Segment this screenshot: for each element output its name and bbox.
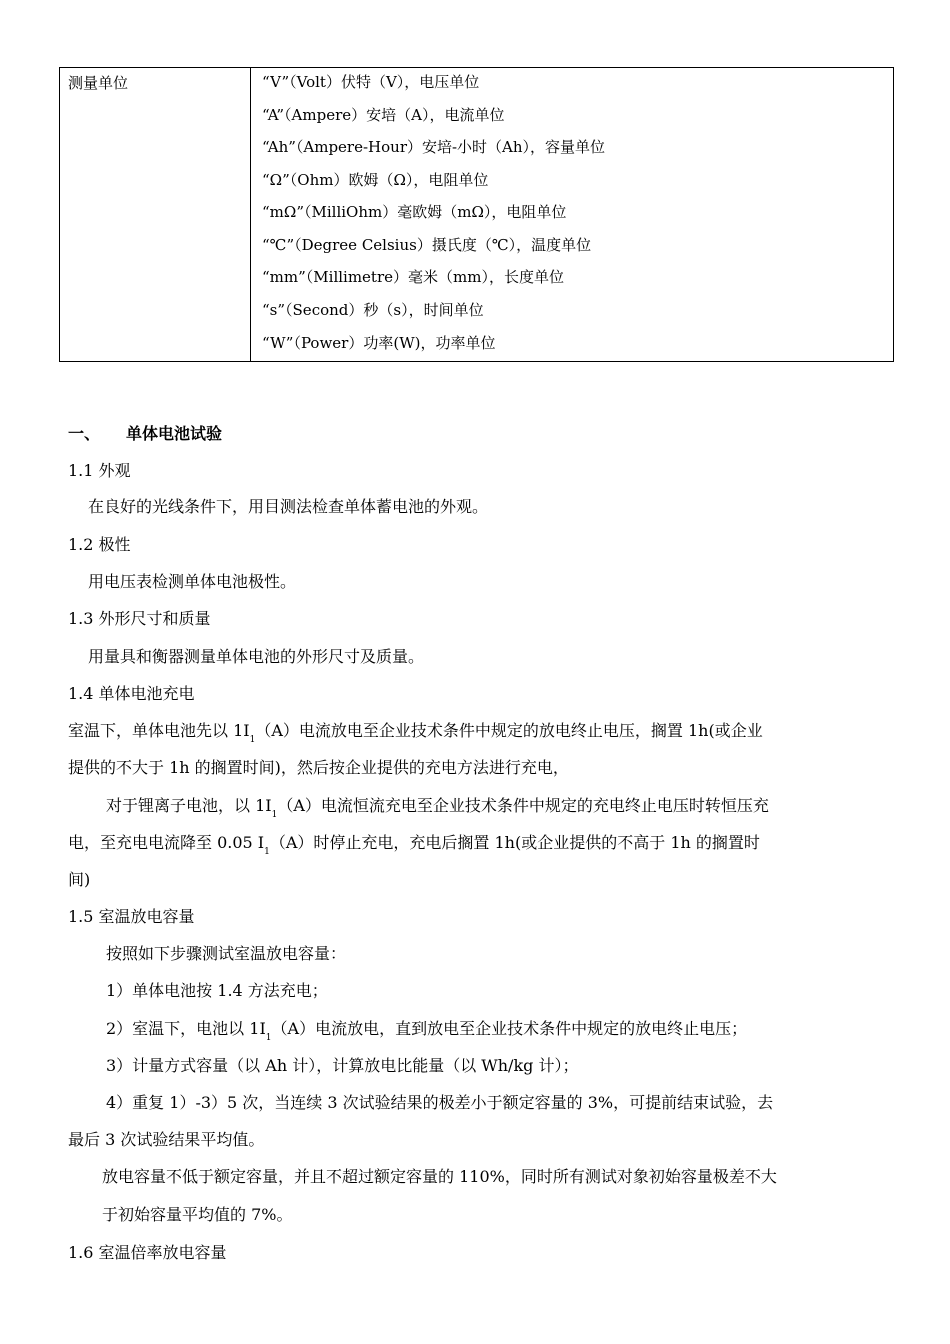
text: 室温下，单体电池先以 1I [68, 721, 250, 740]
step-4-line1: 4）重复 1）-3）5 次，当连续 3 次试验结果的极差小于额定容量的 3%，可提前结束试验，去 [106, 1093, 774, 1112]
heading-1-2: 1.2 极性 [68, 535, 131, 554]
text: 2）室温下，电池以 1I [106, 1019, 266, 1038]
heading-1-6: 1.6 室温倍率放电容量 [68, 1243, 227, 1262]
para-1-4b-line2 [68, 830, 760, 857]
step-4-line2: 最后 3 次试验结果平均值。 [68, 1130, 265, 1149]
heading-1-5: 1.5 室温放电容量 [68, 907, 195, 926]
unit-row-ampere: “A”（Ampere）安培（A），电流单位 [262, 106, 505, 124]
unit-row-ampere-hour: “Ah”（Ampere-Hour）安培-小时（Ah），容量单位 [262, 138, 606, 156]
unit-row-millimetre: “mm”（Millimetre）毫米（mm），长度单位 [262, 268, 564, 286]
step-1: 1）单体电池按 1.4 方法充电； [106, 981, 328, 1000]
unit-row-milliohm: “mΩ”（MilliOhm）毫欧姆（mΩ），电阻单位 [262, 203, 567, 221]
text: 对于锂离子电池，以 1I [106, 796, 272, 815]
subscript: 1 [265, 1033, 272, 1043]
text: （A）电流恒流充电至企业技术条件中规定的充电终止电压时转恒压充 [277, 796, 769, 815]
table-column-divider [250, 68, 251, 361]
para-1-3: 用量具和衡器测量单体电池的外形尺寸及质量。 [88, 647, 425, 666]
heading-1-1: 1.1 外观 [68, 461, 131, 480]
unit-row-ohm: “Ω”（Ohm）欧姆（Ω），电阻单位 [262, 171, 489, 189]
text: （A）时停止充电，充电后搁置 1h(或企业提供的不高于 1h 的搁置时 [269, 833, 760, 852]
units-table [59, 67, 894, 362]
section-title: 单体电池试验 [126, 424, 223, 443]
text: 电，至充电电流降至 0.05 I [68, 833, 265, 852]
unit-row-volt: “V”（Volt）伏特（V），电压单位 [262, 73, 480, 91]
para-1-4-line1 [68, 718, 763, 745]
heading-1-4: 1.4 单体电池充电 [68, 684, 195, 703]
text: （A）电流放电至企业技术条件中规定的放电终止电压，搁置 1h(或企业 [255, 721, 763, 740]
step-3: 3）计量方式容量（以 Ah 计），计算放电比能量（以 Wh/kg 计）； [106, 1056, 579, 1075]
subscript: 1 [264, 847, 270, 857]
text: （A）电流放电，直到放电至企业技术条件中规定的放电终止电压； [271, 1019, 748, 1038]
para-1-5-intro: 按照如下步骤测试室温放电容量： [106, 944, 347, 963]
para-1-1: 在良好的光线条件下，用目测法检查单体蓄电池的外观。 [88, 497, 489, 516]
para-1-2: 用电压表检测单体电池极性。 [88, 572, 297, 591]
unit-row-second: “s”（Second）秒（s），时间单位 [262, 301, 484, 319]
requirement-line2: 于初始容量平均值的 7%。 [102, 1205, 293, 1224]
unit-row-power: “W”（Power）功率(W)，功率单位 [262, 334, 496, 352]
heading-1-3: 1.3 外形尺寸和质量 [68, 609, 211, 628]
subscript: 1 [249, 735, 256, 745]
para-1-4b-line1 [106, 793, 769, 820]
requirement-line1: 放电容量不低于额定容量，并且不超过额定容量的 110%，同时所有测试对象初始容量极差不大 [102, 1167, 777, 1186]
units-table-label: 测量单位 [68, 74, 129, 92]
section-number: 一、 [68, 424, 101, 443]
unit-row-celsius: “℃”（Degree Celsius）摄氏度（℃），温度单位 [262, 236, 592, 254]
para-1-4-line2: 提供的不大于 1h 的搁置时间)，然后按企业提供的充电方法进行充电， [68, 758, 569, 777]
para-1-4b-line3: 间) [68, 870, 91, 889]
subscript: 1 [271, 810, 278, 820]
step-2 [106, 1016, 748, 1043]
